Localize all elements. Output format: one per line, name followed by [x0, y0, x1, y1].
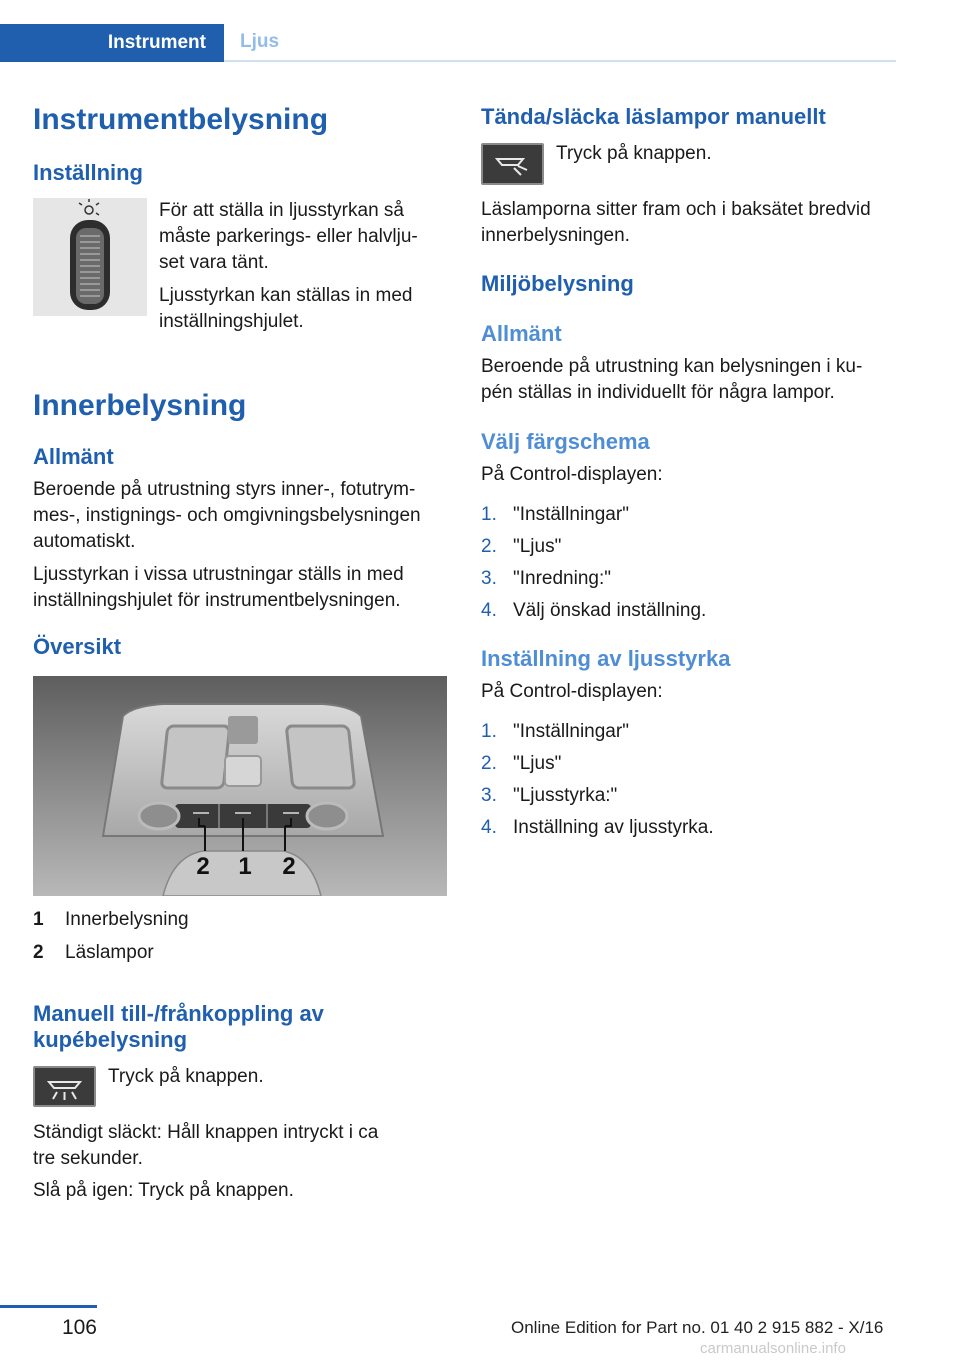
page-number: 106 [61, 1316, 97, 1339]
s2-p1-line3: automatiskt. [33, 531, 136, 552]
tab-instrument[interactable]: Instrument [0, 24, 224, 62]
general-p-line2: pén ställas in individuellt för några lampor. [481, 382, 835, 403]
step-num: 2. [481, 753, 497, 774]
tab-ljus[interactable]: Ljus [224, 24, 896, 62]
subtitle-allmant: Allmänt [33, 444, 114, 469]
step-text: "Ljus" [513, 753, 562, 774]
manual-title-line2: kupébelysning [33, 1027, 188, 1052]
legend-item [33, 907, 189, 933]
s1-p1-line3: set vara tänt. [159, 252, 269, 273]
legend-label: Innerbelysning [65, 909, 189, 930]
color-intro: På Control-displayen: [481, 464, 663, 485]
step-text: Inställning av ljusstyrka. [513, 817, 714, 838]
dimmer-wheel-image [33, 198, 147, 316]
step-text: "Ljus" [513, 536, 562, 557]
step-text: "Inställningar" [513, 504, 629, 525]
step-num: 3. [481, 568, 497, 589]
reading-lights-title: Tända/släcka läslampor manuellt [481, 104, 826, 129]
step-text: Välj önskad inställning. [513, 600, 707, 621]
manual-p1-line1: Ständigt släckt: Håll knappen intryckt i ca [33, 1122, 379, 1143]
s2-p1-line2: mes-, instignings- och omgivningsbelysningen [33, 505, 421, 526]
s1-p1-line2: måste parkerings- eller halvlju- [159, 226, 418, 247]
watermark: carmanualsonline.info [700, 1340, 846, 1357]
s1-p1-line1: För att ställa in ljusstyrkan så [159, 200, 404, 221]
callout-2-right: 2 [282, 853, 296, 880]
general-p-line1: Beroende på utrustning kan belysningen i ku- [481, 356, 863, 377]
step-num: 4. [481, 817, 497, 838]
callout-2-left: 2 [196, 853, 210, 880]
step-text: "Ljusstyrka:" [513, 785, 618, 806]
step-num: 3. [481, 785, 497, 806]
section-title-instrumentbelysning: Instrumentbelysning [33, 103, 329, 136]
manual-p2: Slå på igen: Tryck på knappen. [33, 1180, 294, 1201]
color-scheme-sub: Välj färgschema [481, 429, 650, 454]
dimmer-wheel-icon [33, 198, 147, 316]
ambient-general-sub: Allmänt [481, 321, 562, 346]
brightness-sub: Inställning av ljusstyrka [481, 646, 731, 671]
legend-num: 1 [33, 909, 44, 930]
reading-press-text: Tryck på knappen. [556, 143, 712, 164]
section-title-innerbelysning: Innerbelysning [33, 389, 247, 422]
legend-num: 2 [33, 942, 44, 963]
step-num: 1. [481, 721, 497, 742]
interior-light-button-icon [33, 1066, 96, 1107]
step-num: 1. [481, 504, 497, 525]
manual-title-line1: Manuell till-/frånkoppling av [33, 1001, 324, 1026]
s2-p2-line1: Ljusstyrkan i vissa utrustningar ställs in med [33, 564, 404, 585]
legend-label: Läslampor [65, 942, 154, 963]
manual-press-text: Tryck på knappen. [108, 1066, 264, 1087]
subtitle-installning: Inställning [33, 160, 143, 185]
legend-item [33, 940, 154, 966]
reading-p-line2: innerbelysningen. [481, 225, 630, 246]
overhead-console-image [33, 676, 447, 896]
s1-p2-line1: Ljusstyrkan kan ställas in med [159, 285, 413, 306]
reading-p-line1: Läslamporna sitter fram och i baksätet bredvid [481, 199, 871, 220]
step-num: 2. [481, 536, 497, 557]
footer-rule [0, 1305, 97, 1308]
overhead-console-illustration [33, 676, 447, 896]
subtitle-oversikt: Översikt [33, 634, 122, 659]
ambient-title: Miljöbelysning [481, 271, 634, 296]
step-text: "Inredning:" [513, 568, 611, 589]
edition-text: Online Edition for Part no. 01 40 2 915 882 - X/16 [511, 1318, 884, 1337]
brightness-intro: På Control-displayen: [481, 681, 663, 702]
manual-p1-line2: tre sekunder. [33, 1148, 143, 1169]
s2-p1-line1: Beroende på utrustning styrs inner-, fotutrym- [33, 479, 416, 500]
step-num: 4. [481, 600, 497, 621]
s1-p2-line2: inställningshjulet. [159, 311, 304, 332]
step-text: "Inställningar" [513, 721, 629, 742]
reading-light-button-icon [481, 143, 544, 185]
s2-p2-line2: inställningshjulet för instrumentbelysningen. [33, 590, 401, 611]
callout-1: 1 [238, 853, 252, 880]
